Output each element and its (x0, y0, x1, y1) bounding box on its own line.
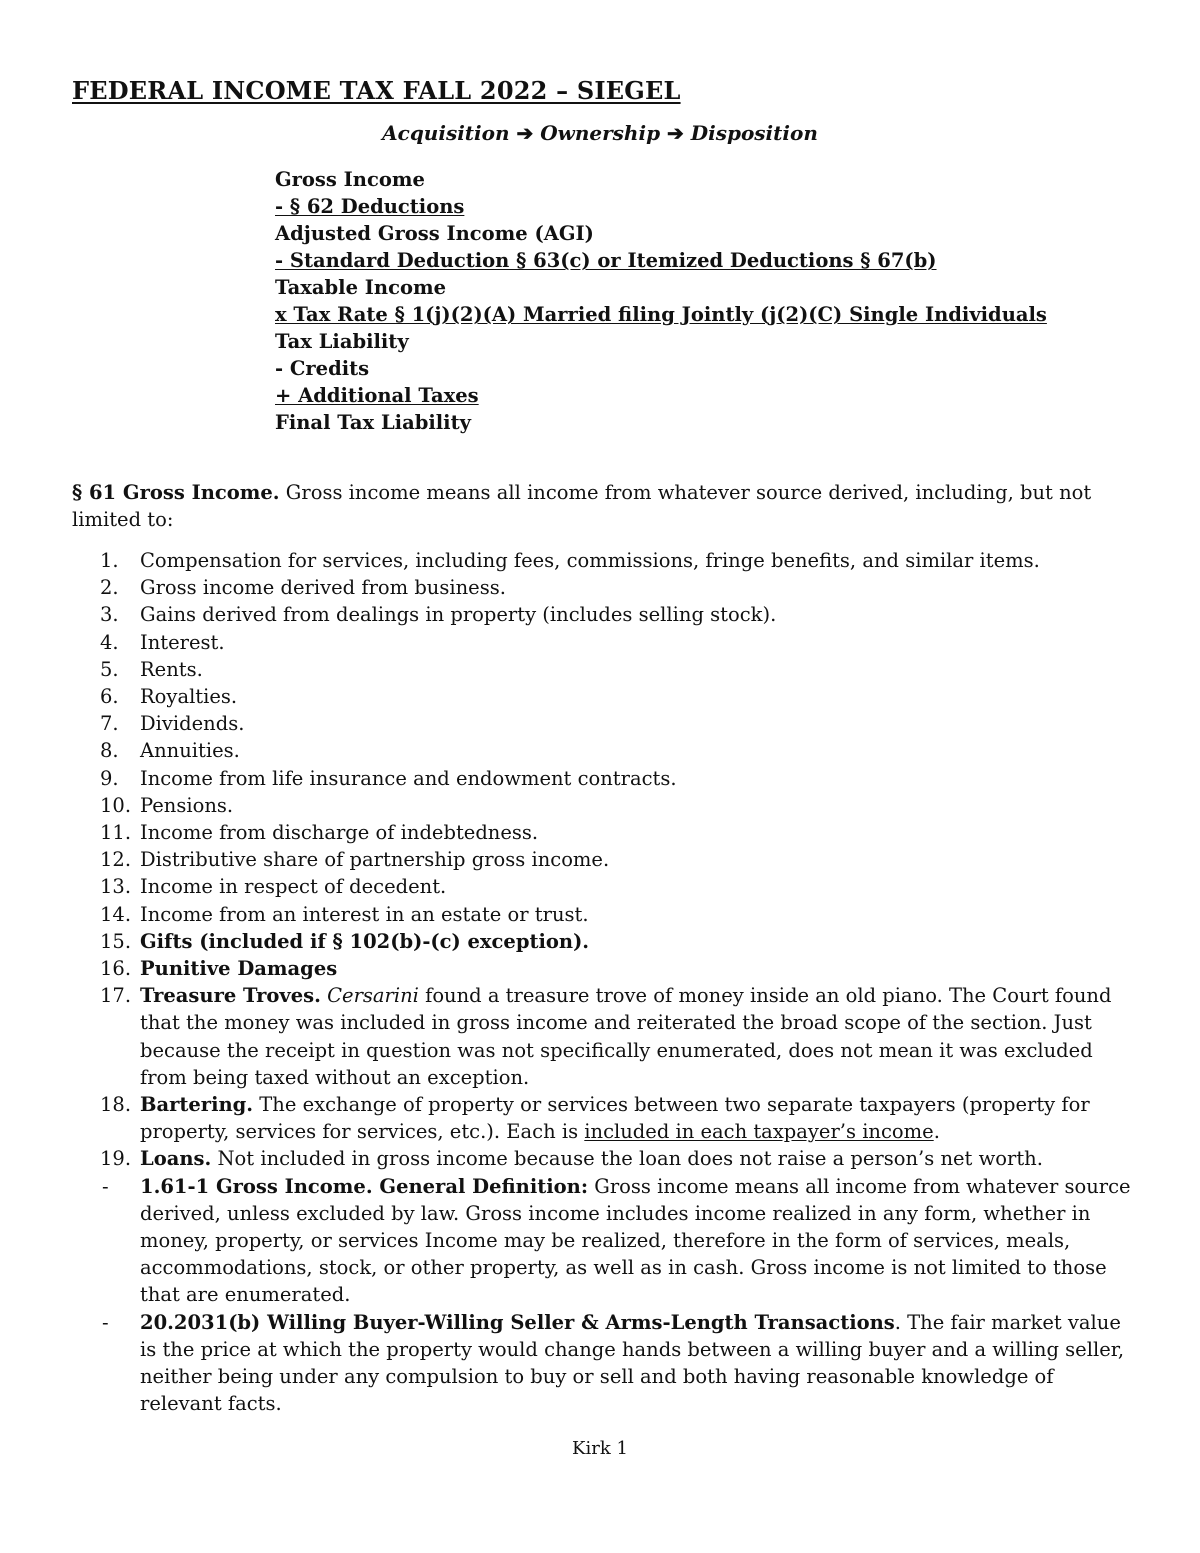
list-item (100, 710, 1135, 737)
item-number: 1. (100, 549, 119, 572)
item-number: 18. (100, 1093, 132, 1117)
item-text: found a treasure trove of money inside an old piano. The Court found that the money was included in gross income and reiterated the broad scope of the section. Just because the receipt in question was not specifically enumerated, does not mean it was excluded from being taxed without an exception. (140, 984, 1112, 1089)
flow-step-acquisition: Acquisition (382, 121, 510, 145)
formula-line: - Standard Deduction § 63(c) or Itemized Deductions § 67(b) (275, 249, 937, 272)
item-text: Dividends. (140, 712, 245, 736)
list-item (100, 656, 1135, 683)
list-item (100, 1091, 1135, 1145)
item-number: 7. (100, 712, 119, 736)
item-text-tail: . (933, 1120, 940, 1144)
acquisition-flow (0, 121, 1200, 145)
list-item (100, 547, 1135, 574)
item-text: Income in respect of decedent. (140, 875, 447, 899)
item-bold-text: Treasure Troves. (140, 984, 321, 1008)
item-text: Compensation for services, including fees, commissions, fringe benefits, and similar items. (140, 549, 1040, 572)
item-text: Income from an interest in an estate or trust. (140, 902, 589, 926)
item-number: 15. (100, 929, 132, 953)
tax-formula (275, 166, 1047, 436)
item-text: Gross income derived from business. (140, 576, 506, 600)
item-dash: - (102, 1310, 109, 1334)
flow-step-ownership: Ownership (540, 121, 661, 145)
item-bold-text: Loans. (140, 1147, 212, 1171)
item-number: 13. (100, 875, 132, 899)
list-item (100, 901, 1135, 928)
item-text: Interest. (140, 630, 225, 654)
item-text: Income from discharge of indebtedness. (140, 821, 539, 845)
item-text: Royalties. (140, 685, 238, 709)
page-footer: Kirk 1 (572, 1438, 628, 1459)
list-item (100, 1309, 1135, 1418)
formula-line: Tax Liability (275, 330, 409, 353)
list-item (100, 765, 1135, 792)
formula-line: Taxable Income (275, 276, 446, 299)
list-item (100, 737, 1135, 764)
list-item (100, 601, 1135, 628)
arrow-right-icon: ➔ (667, 121, 684, 145)
item-bold-text: Gifts (included if § 102(b)-(c) exception). (140, 929, 590, 953)
list-item (100, 1145, 1135, 1172)
gross-income-list (100, 547, 1135, 1418)
item-number: 3. (100, 603, 119, 627)
item-dash: - (102, 1174, 109, 1198)
item-number: 10. (100, 793, 132, 817)
document-title: FEDERAL INCOME TAX FALL 2022 – SIEGEL (72, 76, 681, 105)
item-text: Distributive share of partnership gross income. (140, 848, 610, 872)
item-number: 14. (100, 902, 132, 926)
item-text: Not included in gross income because the loan does not raise a person’s net worth. (211, 1147, 1043, 1171)
item-number: 17. (100, 984, 132, 1008)
item-text: . The fair market value is the price at which the property would change hands between a willing buyer and a willing seller, neither being under any compulsion to buy or sell and both having reasonable knowledge of relevant facts. (140, 1310, 1125, 1416)
item-number: 5. (100, 657, 119, 681)
section-61-paragraph (72, 479, 1132, 533)
item-text: Rents. (140, 657, 203, 681)
item-number: 9. (100, 766, 119, 790)
item-text: Gains derived from dealings in property (includes selling stock). (140, 603, 777, 627)
item-text: Gross income means all income from whatever source derived, unless excluded by law. Gross income includes income realized in any form, whether in money, property, or services Income may be realized, therefore in the form of services, meals, accommodations, stock, or other property, as well as in cash. Gross income is not limited to those that are enumerated. (140, 1174, 1131, 1307)
list-item (100, 819, 1135, 846)
item-number: 6. (100, 685, 119, 709)
item-number: 8. (100, 739, 119, 763)
list-item (100, 574, 1135, 601)
section-61-heading: § 61 Gross Income. (72, 481, 280, 504)
item-bold-text: Bartering. (140, 1093, 254, 1117)
item-text: Pensions. (140, 793, 234, 817)
list-item (100, 792, 1135, 819)
list-item (100, 629, 1135, 656)
item-number: 19. (100, 1147, 132, 1171)
item-number: 2. (100, 576, 119, 600)
item-number: 12. (100, 848, 132, 872)
flow-step-disposition: Disposition (690, 121, 818, 145)
item-number: 16. (100, 957, 132, 981)
item-text: Income from life insurance and endowment contracts. (140, 766, 677, 790)
section-61-text: Gross income means all income from whatever source derived, including, but not limited to: (72, 481, 1092, 531)
list-item (100, 873, 1135, 900)
item-bold-text: Punitive Damages (140, 957, 338, 981)
list-item (100, 1173, 1135, 1309)
list-item (100, 982, 1135, 1091)
list-item (100, 928, 1135, 955)
formula-line: x Tax Rate § 1(j)(2)(A) Married filing Jointly (j(2)(C) Single Individuals (275, 303, 1047, 326)
item-underline-text: included in each taxpayer’s income (584, 1120, 934, 1144)
formula-line: - § 62 Deductions (275, 195, 465, 218)
formula-line: Final Tax Liability (275, 411, 471, 434)
item-text: Annuities. (140, 739, 240, 763)
formula-line: Adjusted Gross Income (AGI) (275, 222, 594, 245)
list-item (100, 683, 1135, 710)
item-number: 4. (100, 630, 119, 654)
item-number: 11. (100, 821, 132, 845)
list-item (100, 955, 1135, 982)
case-name: Cersarini (327, 984, 419, 1008)
list-item (100, 846, 1135, 873)
formula-line: - Credits (275, 357, 370, 380)
item-bold-text: 20.2031(b) Willing Buyer-Willing Seller & Arms-Length Transactions (140, 1310, 895, 1334)
item-text: The exchange of property or services between two separate taxpayers (property for property, services for services, etc.). Each is (140, 1093, 1090, 1144)
item-bold-text: 1.61-1 Gross Income. General Definition: (140, 1174, 589, 1198)
formula-line: Gross Income (275, 168, 425, 191)
arrow-right-icon: ➔ (516, 121, 534, 145)
formula-line: + Additional Taxes (275, 384, 479, 407)
